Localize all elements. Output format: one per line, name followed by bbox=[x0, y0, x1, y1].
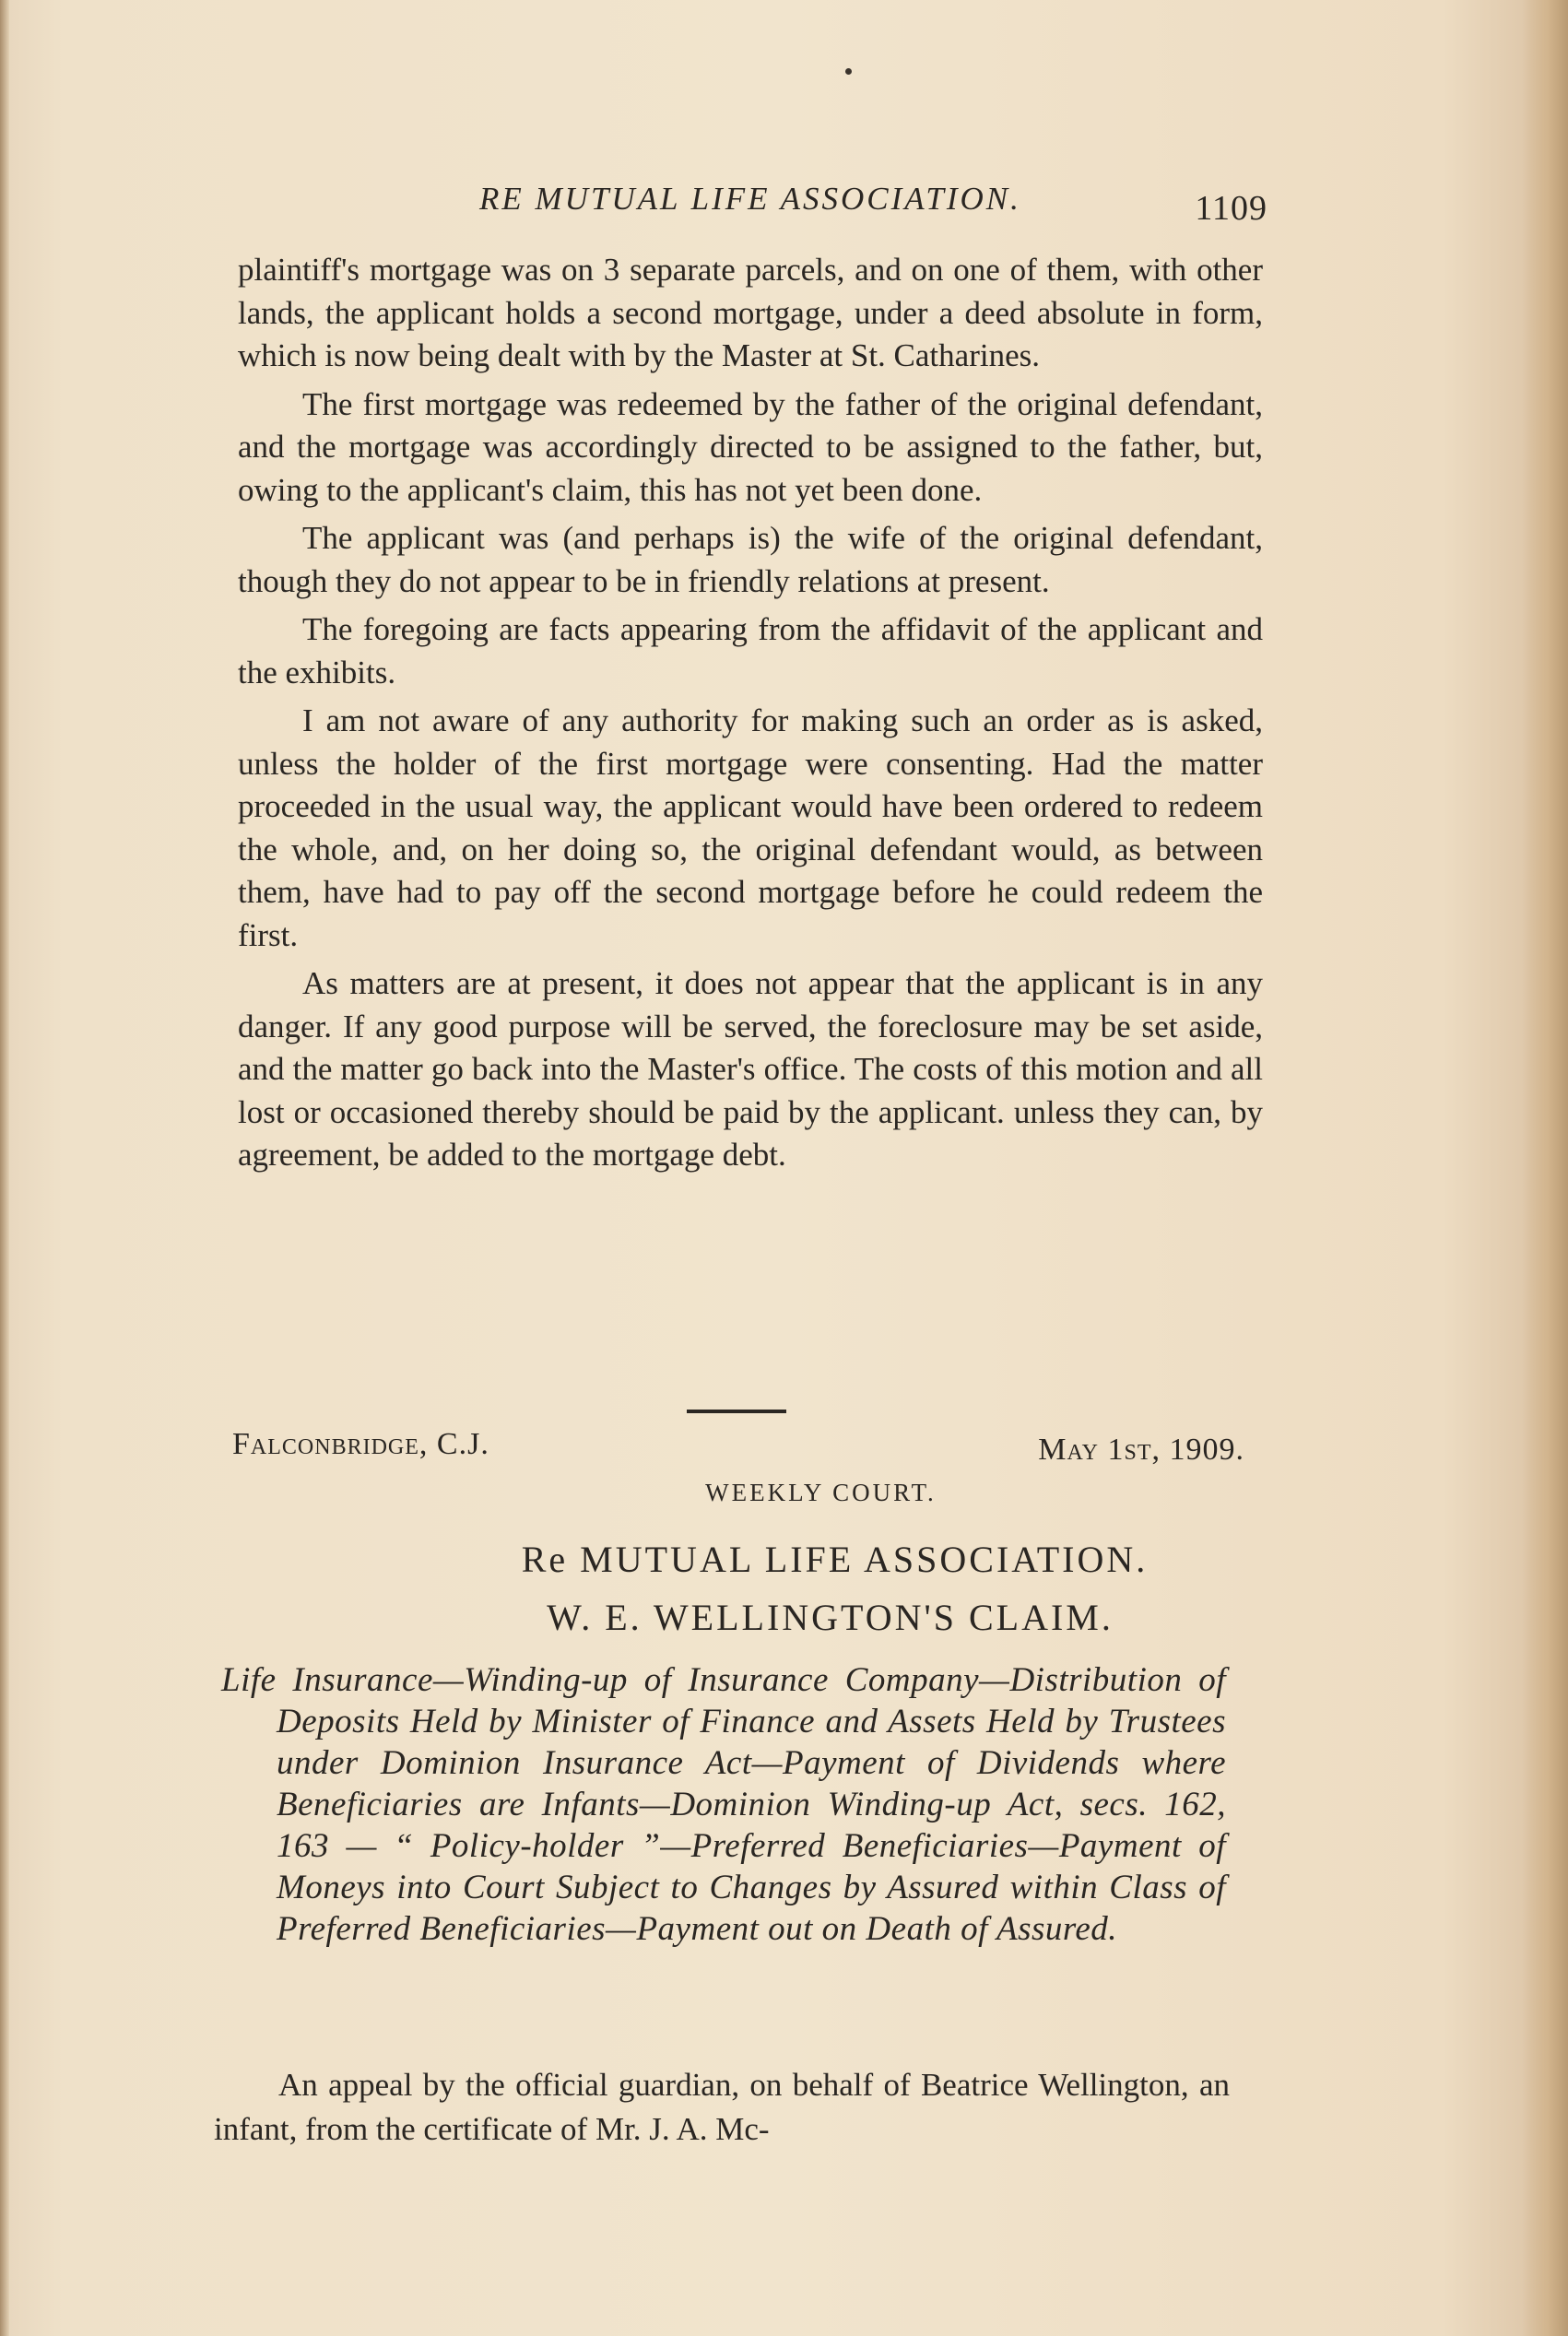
body-paragraph: plaintiff's mortgage was on 3 separate parcels, and on one of them, with other lands, the applicant holds a second mortgage, under a deed absolute in form, which is now being dealt with by the Master at St. Catharines. bbox=[238, 252, 1263, 373]
page-edge-right bbox=[1522, 0, 1568, 2336]
body-paragraph: As matters are at present, it does not appear that the applicant is in any danger. If any good purpose will be served, the foreclosure may be set aside, and the matter go back into the Master's office. The costs of this motion and all lost or occasioned thereby should be paid by the applicant. unless they can, by agreement, be added to the mortgage debt. bbox=[238, 965, 1263, 1173]
page-header bbox=[240, 173, 1267, 229]
opening-paragraph: An appeal by the official guardian, on behalf of Beatrice Wellington, an infant, from the certificate of Mr. J. A. Mc- bbox=[214, 2067, 1230, 2147]
judge-date-line bbox=[232, 1427, 1244, 1473]
decision-date: May 1st, 1909. bbox=[1038, 1433, 1244, 1467]
body-paragraph: I am not aware of any authority for making such an order as is asked, unless the holder of the first mortgage were consenting. Had the matter proceeded in the usual way, the applicant would have been ordered to redeem the whole, and, on her doing so, the original defendant would, as between them, have had to pay off the second mortgage before he could redeem the first. bbox=[238, 702, 1263, 953]
body-paragraph: The applicant was (and perhaps is) the wife of the original defendant, though they do not appear to be in friendly relations at present. bbox=[238, 520, 1263, 599]
page-number: 1109 bbox=[1195, 189, 1267, 228]
running-head: RE MUTUAL LIFE ASSOCIATION. bbox=[479, 181, 1021, 217]
ink-dot bbox=[845, 68, 852, 75]
case-subtitle: W. E. WELLINGTON'S CLAIM. bbox=[547, 1597, 1114, 1638]
case-opening bbox=[214, 2063, 1230, 2152]
headnote: Life Insurance—Winding-up of Insurance Company—Distribution of Deposits Held by Minister of Finance and Assets Held by Trustees under Dominion Insurance Act—Payment of Dividends where Beneficiaries are Infants—Dominion Winding-up Act, secs. 162, 163 — “ Policy-holder ”—Preferred Beneficiaries—Payment of Moneys into Court Subject to Changes by Assured within Class of Preferred Beneficiaries—Payment out on Death of Assured. bbox=[221, 1661, 1226, 1948]
court-name: WEEKLY COURT. bbox=[705, 1479, 937, 1506]
case-title: Re MUTUAL LIFE ASSOCIATION. bbox=[521, 1539, 1149, 1580]
body-text bbox=[238, 249, 1263, 1183]
body-paragraph: The foregoing are facts appearing from the affidavit of the applicant and the exhibits. bbox=[238, 611, 1263, 690]
section-divider bbox=[687, 1410, 786, 1413]
body-paragraph: The first mortgage was redeemed by the father of the original defendant, and the mortgage was accordingly directed to be assigned to the father, but, owing to the applicant's claim, this has not yet been done. bbox=[238, 385, 1263, 508]
judge-name: Falconbridge, C.J. bbox=[232, 1427, 489, 1461]
page-edge-left bbox=[0, 0, 9, 2336]
